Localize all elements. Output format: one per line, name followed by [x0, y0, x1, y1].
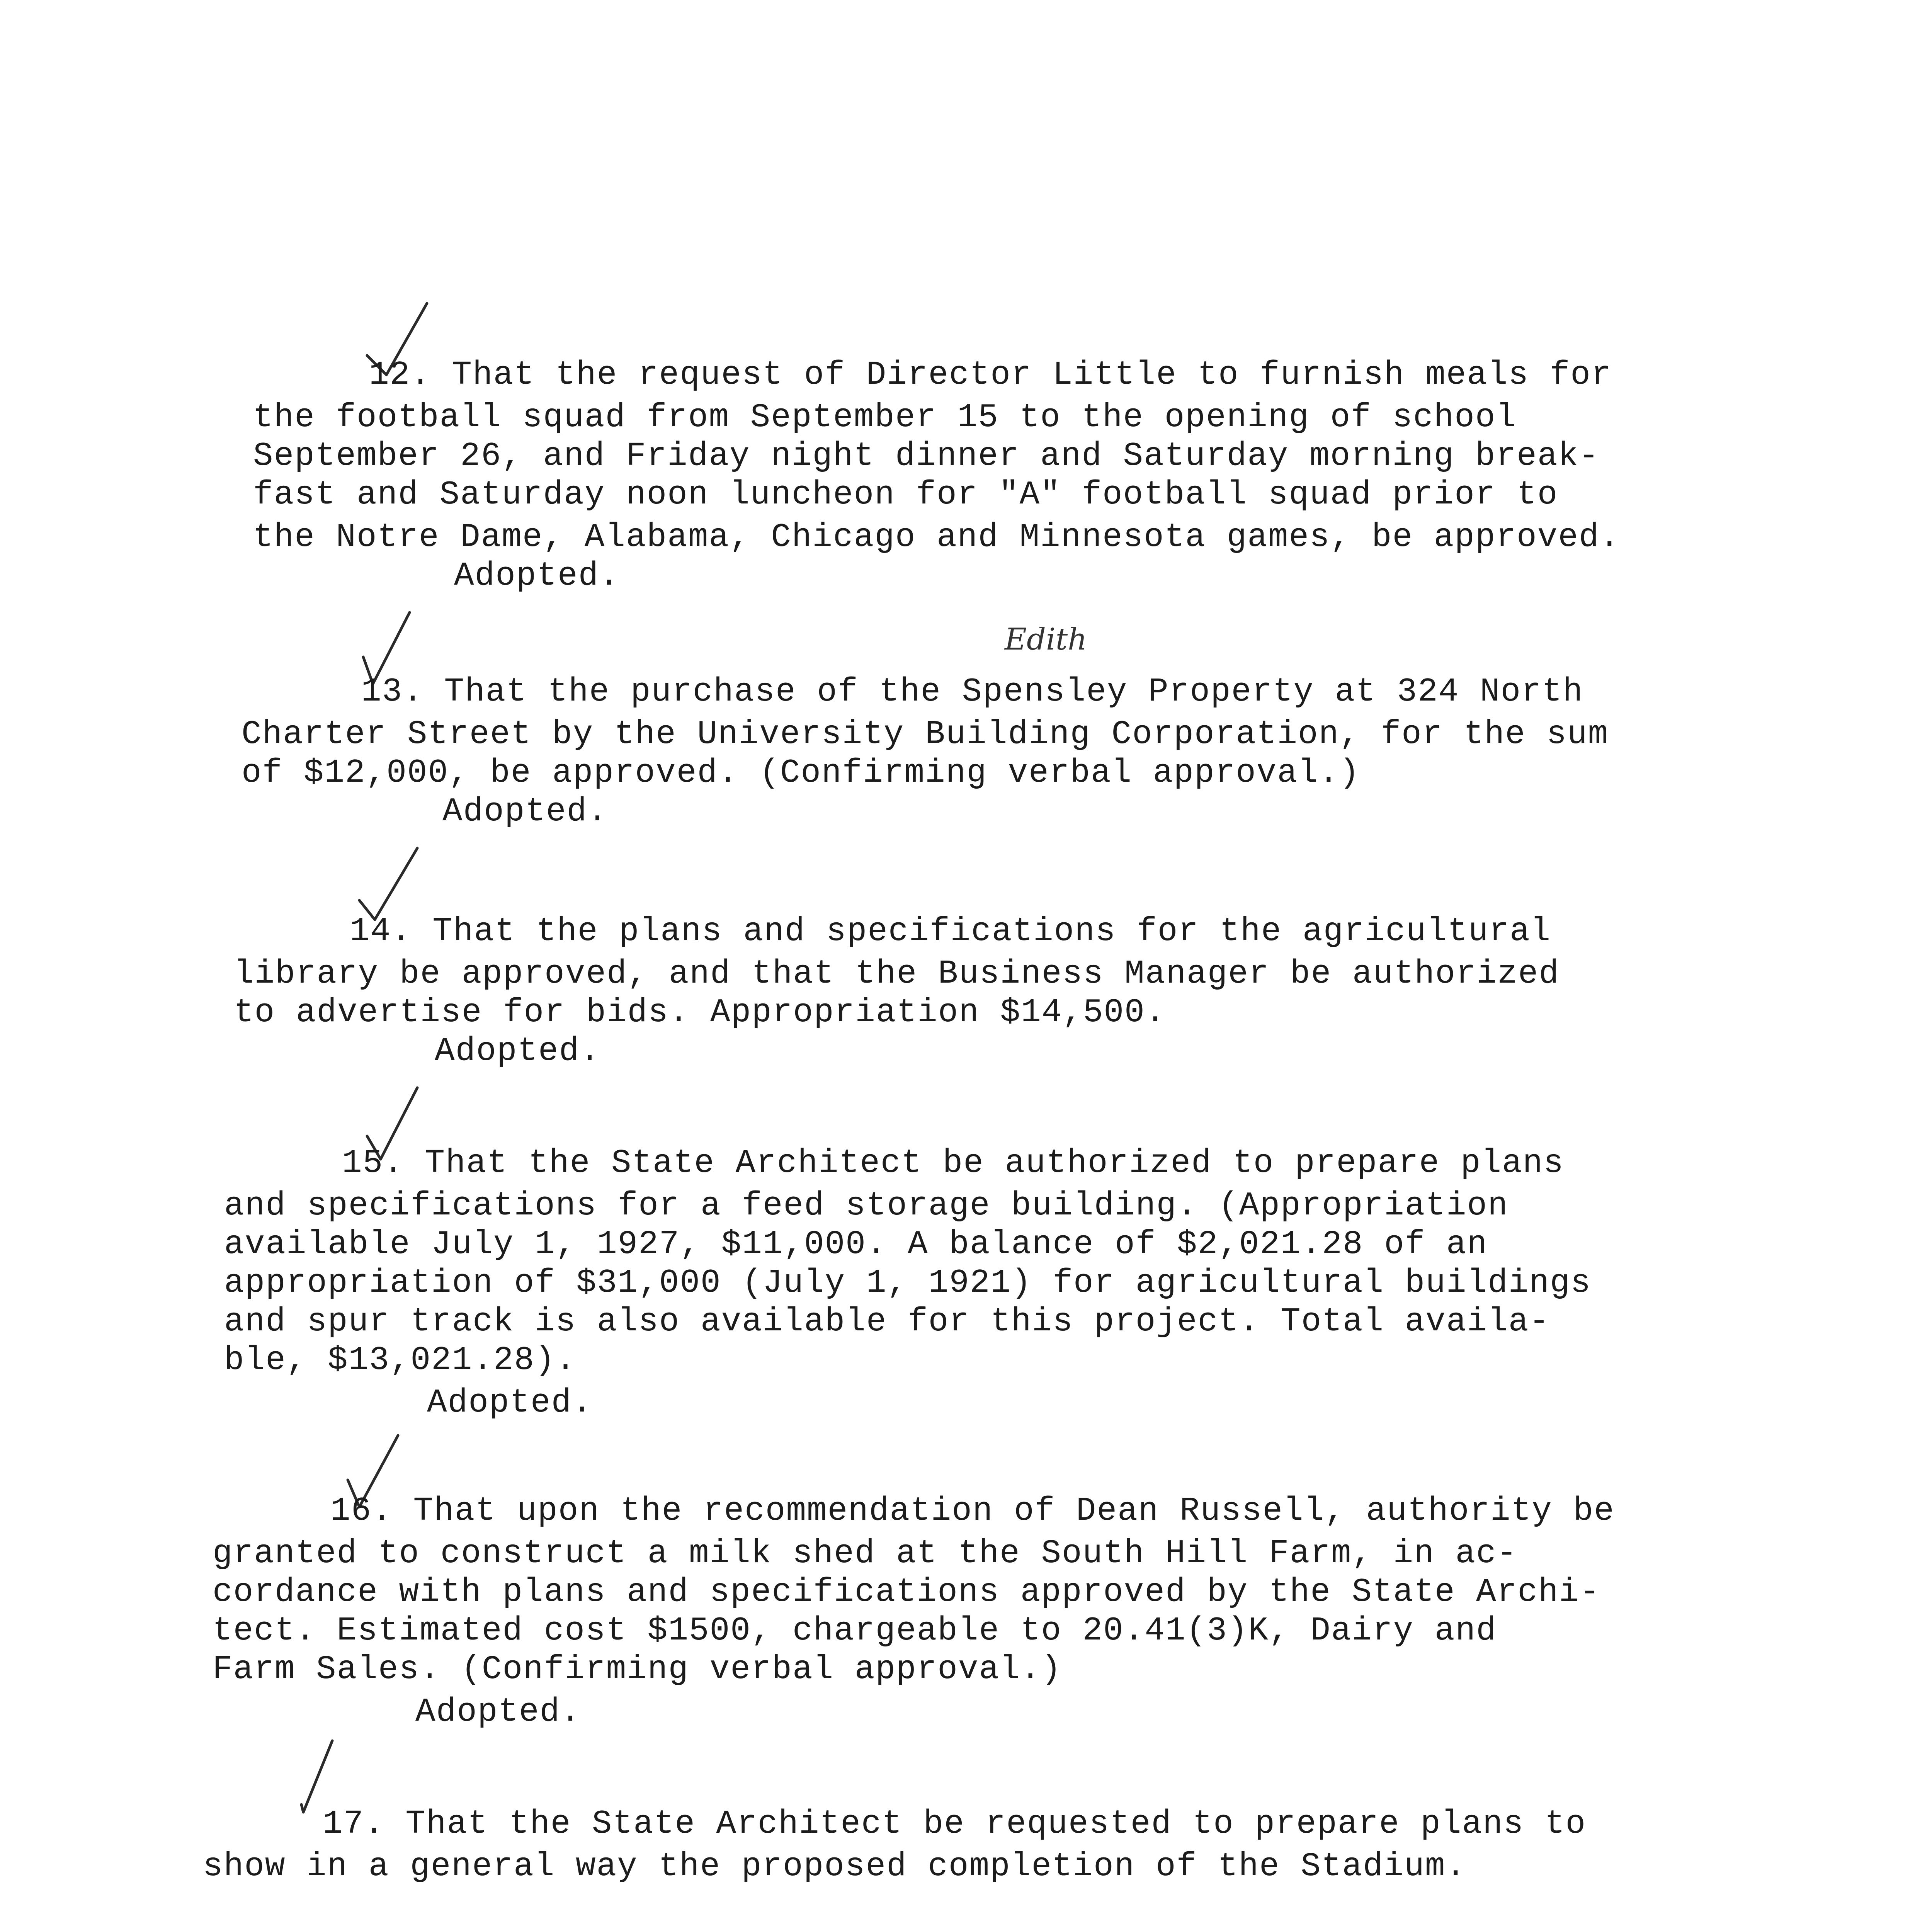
item-16-status: Adopted. [415, 1693, 581, 1731]
item-13-line-1: 13. That the purchase of the Spensley Property at 324 North [361, 673, 1583, 711]
item-17-line-1: 17. That the State Architect be requested to prepare plans to [323, 1805, 1587, 1843]
item-15-line-2: and specifications for a feed storage building. (Appropriation [224, 1187, 1509, 1225]
item-12-status: Adopted. [454, 557, 620, 595]
item-12-line-4: fast and Saturday noon luncheon for "A" football squad prior to [253, 476, 1558, 514]
item-12-line-2: the football squad from September 15 to the opening of school [253, 398, 1517, 436]
item-16-line-4: tect. Estimated cost $1500, chargeable to 20.41(3)K, Dairy and [213, 1612, 1497, 1650]
item-15-line-3: available July 1, 1927, $11,000. A balance of $2,021.28 of an [224, 1225, 1488, 1263]
item-12-line-3: September 26, and Friday night dinner and Saturday morning break- [253, 437, 1600, 475]
item-14-status: Adopted. [435, 1032, 600, 1070]
item-12-line-1: 12. That the request of Director Little to furnish meals for [369, 356, 1612, 394]
item-15-line-1: 15. That the State Architect be authorized to prepare plans [342, 1144, 1564, 1182]
item-15-line-5: and spur track is also available for this project. Total availa- [224, 1303, 1550, 1340]
item-13-line-3: of $12,000, be approved. (Confirming verbal approval.) [242, 754, 1360, 792]
item-15-status: Adopted. [427, 1384, 593, 1422]
item-15-line-6: ble, $13,021.28). [224, 1341, 577, 1379]
item-16-line-2: granted to construct a milk shed at the South Hill Farm, in ac- [213, 1534, 1518, 1572]
item-16-line-5: Farm Sales. (Confirming verbal approval.) [213, 1650, 1062, 1688]
item-13-status: Adopted. [442, 793, 608, 830]
item-14-line-1: 14. That the plans and specifications for the agricultural [350, 912, 1551, 950]
item-14-line-3: to advertise for bids. Appropriation $14,500. [234, 993, 1166, 1031]
item-12-line-5: the Notre Dame, Alabama, Chicago and Minnesota games, be approved. [253, 518, 1621, 556]
item-15-line-4: appropriation of $31,000 (July 1, 1921) for agricultural buildings [224, 1264, 1592, 1302]
item-17-line-2: show in a general way the proposed completion of the Stadium. [203, 1847, 1467, 1885]
item-13-line-2: Charter Street by the University Building Corporation, for the sum [242, 715, 1609, 753]
item-14-line-2: library be approved, and that the Business Manager be authorized [234, 955, 1560, 993]
item-16-line-3: cordance with plans and specifications approved by the State Archi- [213, 1573, 1600, 1611]
handwritten-annotation: Edith [1005, 622, 1087, 657]
item-16-line-1: 16. That upon the recommendation of Dean Russell, authority be [330, 1492, 1615, 1530]
